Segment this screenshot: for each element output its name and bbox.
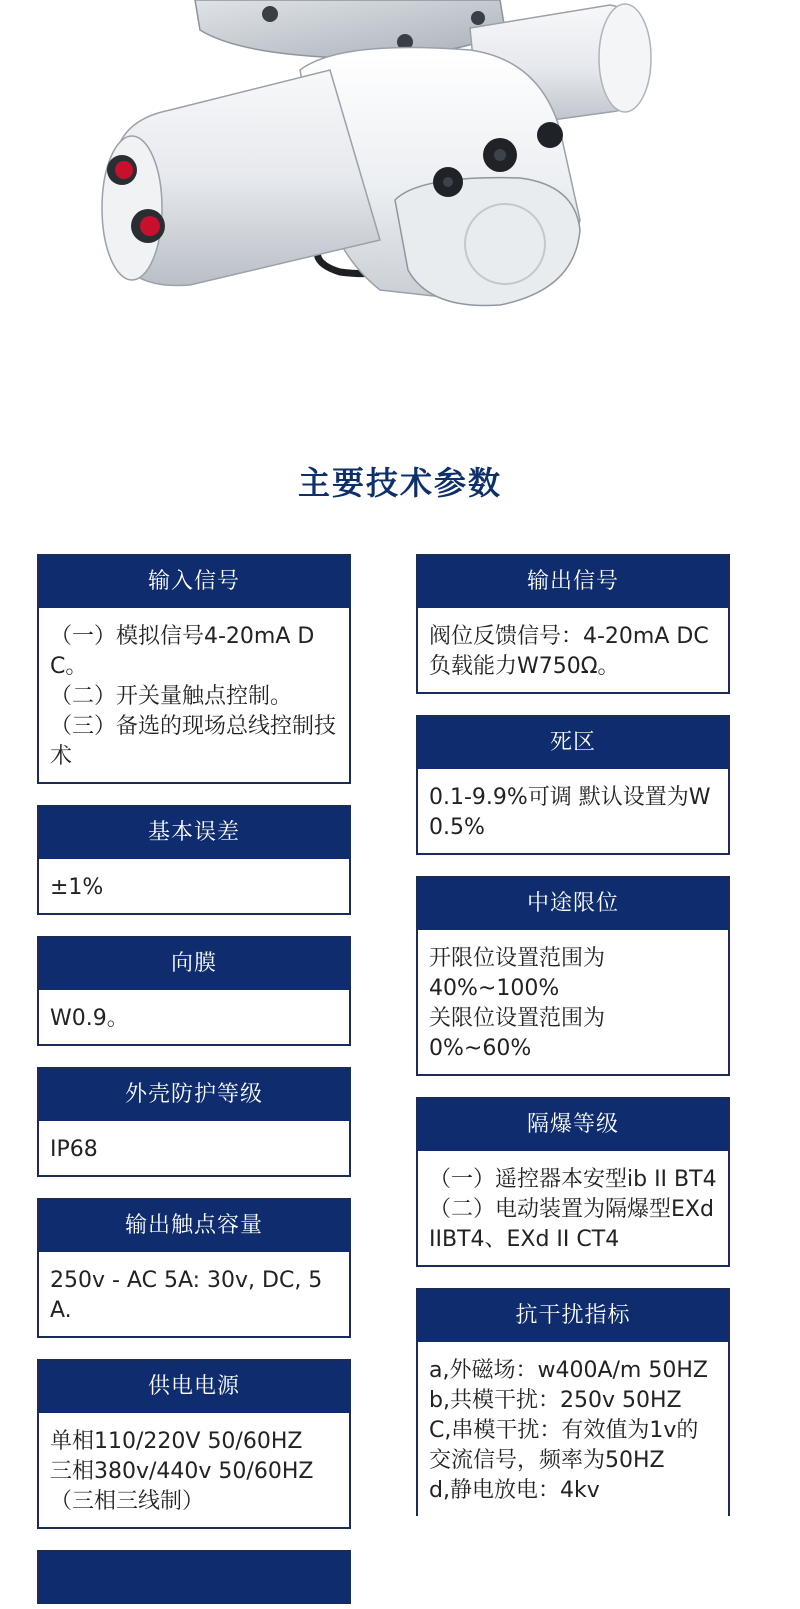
card-body: ±1% bbox=[50, 875, 104, 900]
right-parameter-column bbox=[416, 554, 730, 1516]
card-title: 抗干扰指标 bbox=[418, 1290, 728, 1342]
card-body: 开限位设置范围为 40%~100% 关限位设置范围为 0%~60% bbox=[429, 946, 606, 1061]
param-card-anti-interference bbox=[416, 1288, 730, 1516]
card-title: 输出触点容量 bbox=[39, 1200, 349, 1252]
param-card-basic-error bbox=[37, 805, 351, 915]
card-title: 死区 bbox=[418, 717, 728, 769]
card-title: 输出信号 bbox=[418, 556, 728, 608]
param-card-enclosure-protection bbox=[37, 1067, 351, 1177]
card-body: 单相110/220V 50/60HZ 三相380v/440v 50/60HZ （三相三线制） bbox=[50, 1429, 314, 1514]
card-title: 中途限位 bbox=[418, 878, 728, 930]
card-title-partial bbox=[39, 1552, 349, 1604]
card-title: 隔爆等级 bbox=[418, 1099, 728, 1151]
card-body: 250v - AC 5A: 30v, DC, 5A. bbox=[50, 1268, 323, 1323]
card-body: （一）遥控器本安型ib II BT4 （二）电动装置为隔爆型EXdIIBT4、EXd II CT4 bbox=[429, 1167, 717, 1252]
card-title: 外壳防护等级 bbox=[39, 1069, 349, 1121]
card-body: IP68 bbox=[50, 1137, 98, 1162]
param-card-power-supply bbox=[37, 1359, 351, 1529]
card-body: a,外磁场：w400A/m 50HZ b,共模干扰：250v 50HZ C,串模干扰：有效值为1v的交流信号，频率为50HZ d,静电放电：4kv bbox=[429, 1358, 708, 1503]
card-body: （一）模拟信号4-20mA DC。 （二）开关量触点控制。 （三）备选的现场总线控制技术 bbox=[50, 624, 337, 769]
card-body: 0.1-9.9%可调 默认设置为W0.5% bbox=[429, 785, 711, 840]
param-card-contact-capacity bbox=[37, 1198, 351, 1338]
card-title: 供电电源 bbox=[39, 1361, 349, 1413]
param-card-explosion-proof bbox=[416, 1097, 730, 1267]
card-body: 阀位反馈信号：4-20mA DC负载能力W750Ω。 bbox=[429, 624, 709, 679]
param-card-direction bbox=[37, 936, 351, 1046]
param-card-dead-zone bbox=[416, 715, 730, 855]
param-card-output-signal bbox=[416, 554, 730, 694]
product-photo bbox=[0, 0, 800, 420]
card-title: 基本误差 bbox=[39, 807, 349, 859]
section-title: 主要技术参数 bbox=[297, 464, 502, 502]
param-card-input-signal bbox=[37, 554, 351, 784]
card-title: 输入信号 bbox=[39, 556, 349, 608]
left-parameter-column bbox=[37, 554, 351, 1604]
param-card-midway-limit bbox=[416, 876, 730, 1076]
card-title: 向膜 bbox=[39, 938, 349, 990]
card-body: W0.9。 bbox=[50, 1006, 129, 1031]
actuator-illustration bbox=[0, 0, 800, 420]
param-card-next-partial bbox=[37, 1550, 351, 1604]
